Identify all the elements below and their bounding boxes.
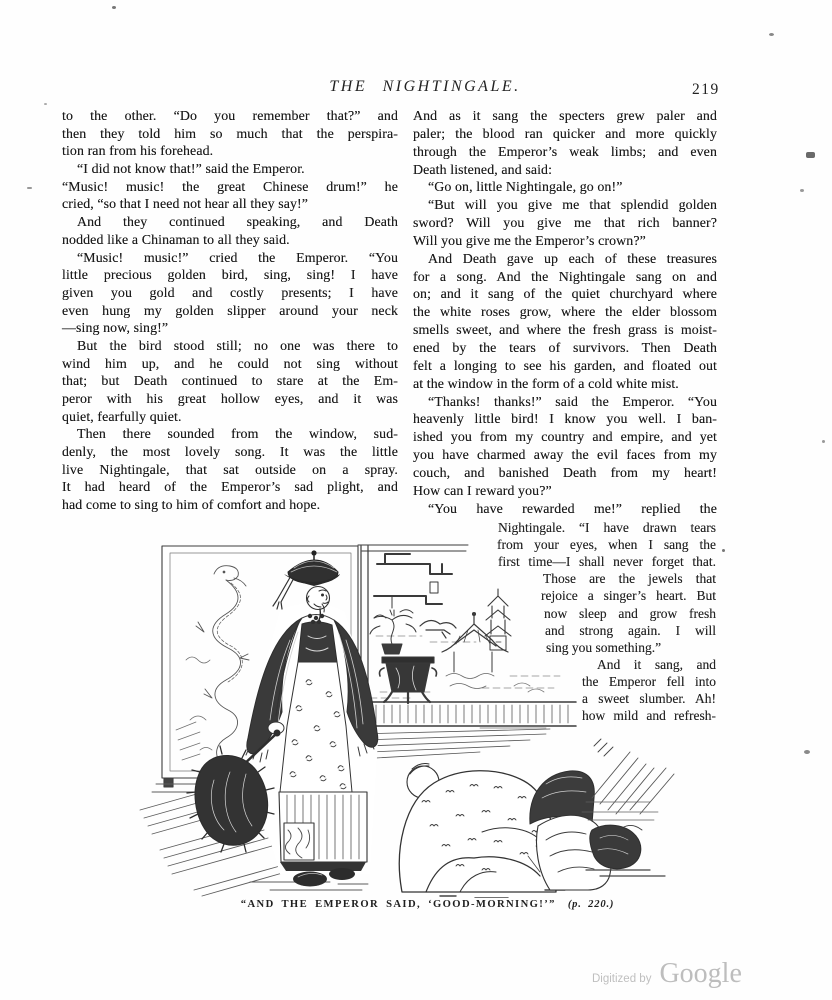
text-line: had come to sing to him of comfort and hope. xyxy=(62,498,321,514)
text-line: quiet, fearfully quiet. xyxy=(62,409,182,425)
text-line: “But will you give me that splendid golden xyxy=(428,198,717,214)
text-line: —sing now, sing!” xyxy=(62,321,169,337)
text-line: ened by the tears of survivors. Then Death xyxy=(413,340,717,356)
text-line: felt a longing to see his garden, and floated out xyxy=(413,358,717,374)
scan-speck xyxy=(804,750,810,754)
text-line: the white roses grow, where the elder blossom xyxy=(413,305,717,321)
digitized-by-label: Digitized by xyxy=(592,973,652,985)
emperor-figure xyxy=(187,550,378,886)
text-line: given you gold and costly presents; I have xyxy=(62,285,398,301)
text-line: “I did not know that!” said the Emperor. xyxy=(77,162,305,178)
text-line: “Music! music! the great Chinese drum!” he xyxy=(62,179,398,195)
page-number: 219 xyxy=(692,81,720,98)
scan-speck xyxy=(112,6,116,9)
text-line: heavenly little bird! I know you well. I ban- xyxy=(413,412,717,428)
text-line: ished you from my country and empire, and yet xyxy=(413,430,717,446)
wrap-text-line: now sleep and grow fresh xyxy=(544,606,716,621)
text-line: But the bird stood still; no one was there to xyxy=(77,338,398,354)
caption-text: “AND THE EMPEROR SAID, ‘GOOD-MORNING!’” xyxy=(240,899,556,910)
text-line: through the Emperor’s weak limbs; and even xyxy=(413,144,717,160)
text-line: And as it sang the specters grew paler and xyxy=(413,109,717,124)
window-scene xyxy=(370,589,560,703)
wrap-text-line: first time—I shall never forget that. xyxy=(498,554,716,569)
google-watermark xyxy=(592,958,742,990)
text-line: Then there sounded from the window, sud- xyxy=(77,427,398,443)
scan-speck xyxy=(722,549,725,552)
wrap-text-line: from your eyes, when I sang the xyxy=(497,537,716,552)
text-line: smells sweet, and where the fresh grass is moist- xyxy=(413,323,717,339)
illustration-caption xyxy=(130,899,725,910)
text-line: “Go on, little Nightingale, go on!” xyxy=(428,180,623,196)
ground-hatching xyxy=(582,739,674,820)
right-column xyxy=(413,108,717,518)
text-line: then they told him so much that the perspira- xyxy=(62,126,398,142)
wrap-text-line: Those are the jewels that xyxy=(543,571,716,586)
text-line: How can I reward you?” xyxy=(413,483,552,499)
text-line: peror with his great hollow eyes, and it was xyxy=(62,392,398,407)
text-line: It had heard of the Emperor’s sad plight, and xyxy=(62,480,398,496)
text-line: nodded like a Chinaman to all they said. xyxy=(62,232,290,248)
text-line: “Music! music!” cried the Emperor. “You xyxy=(77,250,398,266)
window-sill xyxy=(344,702,576,758)
text-line: Will you give me the Emperor’s crown?” xyxy=(413,233,646,249)
text-line: And Death gave up each of these treasures xyxy=(428,251,717,267)
left-column xyxy=(62,108,398,515)
text-line: sword? Will you give me that rich banner? xyxy=(413,216,717,232)
wrap-text-line: how mild and refresh- xyxy=(582,708,716,723)
text-line: couch, and banished Death from my heart! xyxy=(413,465,717,481)
text-line: for a song. And the Nightingale sang on and xyxy=(413,269,717,285)
caption-page-ref: (p. 220.) xyxy=(567,899,615,910)
running-head-title: THE NIGHTINGALE. xyxy=(329,78,521,95)
wrap-text-line: a sweet slumber. Ah! xyxy=(582,691,716,706)
text-line: denly, the most lovely song. It was the little xyxy=(62,445,398,461)
text-line: you have charmed away the evil faces from my xyxy=(413,448,717,464)
scan-speck xyxy=(27,187,32,189)
text-line: little precious golden bird, sing, sing! I have xyxy=(62,268,398,284)
text-line: “You have rewarded me!” replied the xyxy=(428,501,717,517)
wrap-text-line: And it sang, and xyxy=(597,657,716,672)
text-line: at the window in the form of a cold white mist. xyxy=(413,376,679,392)
text-line: Death listened, and said: xyxy=(413,162,553,178)
text-line: wind him up, and he could not sing without xyxy=(62,356,398,372)
wrap-text-line: the Emperor fell into xyxy=(582,674,716,689)
emperor-illustration xyxy=(130,540,725,898)
text-line: And they continued speaking, and Death xyxy=(77,215,398,231)
text-line: “Thanks! thanks!” said the Emperor. “You xyxy=(428,394,717,410)
bowing-courtier-right xyxy=(530,771,665,890)
scan-speck xyxy=(769,33,774,36)
scan-speck xyxy=(44,103,47,105)
text-line: on; and it sang of the quiet churchyard where xyxy=(413,287,717,303)
scan-speck xyxy=(822,440,825,443)
scan-speck xyxy=(806,152,815,158)
text-line: even hung my golden slipper around your neck xyxy=(62,303,398,319)
wrap-text-line: rejoice a singer’s heart. But xyxy=(541,588,716,603)
wrap-text-line: and strong again. I will xyxy=(545,623,716,638)
text-line: paler; the blood ran quicker and more quickly xyxy=(413,126,717,142)
text-line: tion ran from his forehead. xyxy=(62,144,214,160)
wrap-text-line: sing you something.” xyxy=(546,640,662,655)
scan-speck xyxy=(800,189,804,192)
text-line: that; but Death continued to stare at the Em- xyxy=(62,374,398,390)
text-line: live Nightingale, that sat outside on a spray. xyxy=(62,462,398,478)
google-logo: Google xyxy=(659,958,742,989)
wrap-text-line: Nightingale. “I have drawn tears xyxy=(498,520,716,535)
text-line: to the other. “Do you remember that?” and xyxy=(62,109,398,124)
text-line: cried, “so that I need not hear all they say!” xyxy=(62,197,309,213)
